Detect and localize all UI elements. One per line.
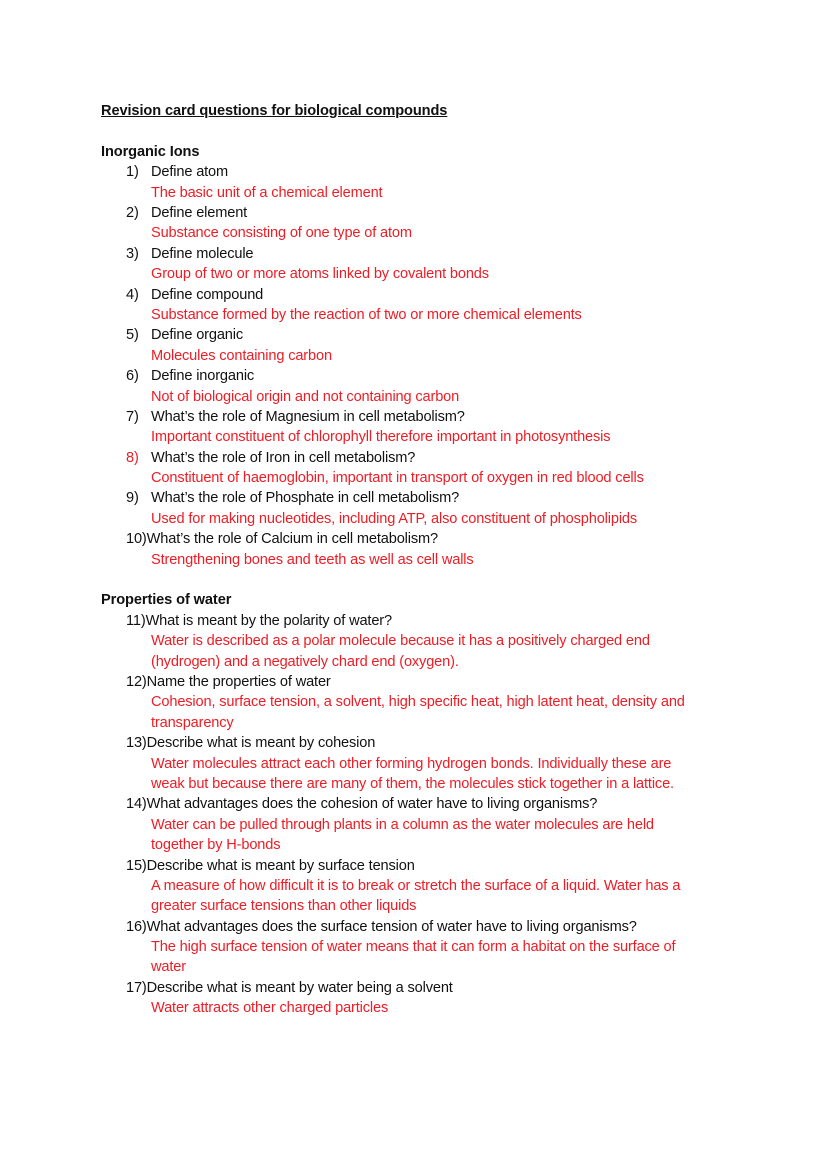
answer-text: The basic unit of a chemical element (151, 184, 383, 201)
question-item (101, 794, 741, 855)
section-heading: Properties of water (101, 592, 232, 609)
question-line (101, 244, 741, 264)
answer-text: Strengthening bones and teeth as well as cell walls (151, 551, 474, 568)
question-list (101, 162, 741, 570)
question-item (101, 325, 741, 366)
answer-text: (hydrogen) and a negatively chard end (oxygen). (151, 653, 459, 670)
answer-text: transparency (151, 714, 234, 731)
question-line (101, 325, 741, 345)
question-text: What advantages does the cohesion of water have to living organisms? (146, 796, 598, 813)
answer-text: A measure of how difficult it is to break or stretch the surface of a liquid. Water has a (151, 877, 681, 894)
document-title: Revision card questions for biological compounds (101, 103, 448, 119)
question-number: 9) (126, 490, 139, 507)
question-line (101, 448, 741, 468)
question-text: Define organic (151, 327, 244, 344)
question-number: 17) (126, 979, 147, 996)
question-line (101, 285, 741, 305)
question-line (101, 529, 741, 549)
question-text: Describe what is meant by cohesion (146, 735, 376, 752)
question-item (101, 488, 741, 529)
answer-text: Water molecules attract each other forming hydrogen bonds. Individually these are (151, 755, 672, 772)
question-number: 10) (126, 531, 147, 548)
question-number: 1) (126, 164, 139, 181)
question-text: Define element (151, 204, 248, 221)
answer-text: water (151, 959, 186, 976)
question-item (101, 611, 741, 672)
spacer (101, 570, 741, 590)
question-text: Define inorganic (151, 368, 255, 385)
question-item (101, 285, 741, 326)
question-item (101, 733, 741, 794)
question-number: 16) (126, 918, 147, 935)
question-text: What’s the role of Magnesium in cell metabolism? (151, 408, 465, 425)
question-item (101, 672, 741, 733)
question-number: 12) (126, 673, 147, 690)
answer-text: Important constituent of chlorophyll therefore important in photosynthesis (151, 429, 611, 446)
answer-text: Water is described as a polar molecule because it has a positively charged end (151, 633, 650, 650)
question-number: 11) (126, 612, 146, 629)
question-text: What’s the role of Phosphate in cell metabolism? (151, 490, 460, 507)
question-number: 7) (126, 408, 139, 425)
section-properties-of-water (101, 590, 741, 1018)
question-text: What’s the role of Calcium in cell metabolism? (146, 531, 438, 548)
answer-text: Constituent of haemoglobin, important in transport of oxygen in red blood cells (151, 470, 644, 487)
question-text: Define atom (151, 164, 229, 181)
question-text: Name the properties of water (146, 673, 331, 690)
question-text: Define molecule (151, 245, 254, 262)
question-item (101, 917, 741, 978)
question-line (101, 611, 741, 631)
answer-text: together by H-bonds (151, 837, 281, 854)
question-item (101, 978, 741, 1019)
spacer (101, 121, 741, 141)
answer-text: Group of two or more atoms linked by covalent bonds (151, 266, 489, 283)
question-line (101, 672, 741, 692)
question-number: 2) (126, 204, 139, 221)
question-line (101, 733, 741, 753)
question-line (101, 162, 741, 182)
question-item (101, 407, 741, 448)
question-item (101, 366, 741, 407)
question-text: Describe what is meant by water being a solvent (146, 979, 453, 996)
question-text: Describe what is meant by surface tension (146, 857, 415, 874)
question-line (101, 203, 741, 223)
question-line (101, 917, 741, 937)
question-number: 13) (126, 735, 147, 752)
question-number: 3) (126, 245, 139, 262)
answer-text: Not of biological origin and not containing carbon (151, 388, 460, 405)
question-text: What’s the role of Iron in cell metabolism? (151, 449, 416, 466)
answer-text: Water attracts other charged particles (151, 1000, 389, 1017)
question-text: What is meant by the polarity of water? (145, 612, 392, 629)
answer-text: Used for making nucleotides, including ATP, also constituent of phospholipids (151, 510, 638, 527)
question-item (101, 856, 741, 917)
question-text: What advantages does the surface tension of water have to living organisms? (146, 918, 637, 935)
question-line (101, 978, 741, 998)
section-heading: Inorganic Ions (101, 143, 200, 160)
document-page (101, 101, 741, 1019)
answer-text: weak but because there are many of them, the molecules stick together in a lattice. (151, 775, 674, 792)
answer-text: Water can be pulled through plants in a column as the water molecules are held (151, 816, 654, 833)
question-line (101, 407, 741, 427)
question-line (101, 794, 741, 814)
question-number: 5) (126, 327, 139, 344)
section-inorganic-ions (101, 142, 741, 570)
question-line (101, 856, 741, 876)
question-line (101, 488, 741, 508)
question-text: Define compound (151, 286, 264, 303)
question-item (101, 448, 741, 489)
question-item (101, 203, 741, 244)
question-number: 6) (126, 368, 139, 385)
answer-text: Molecules containing carbon (151, 347, 332, 364)
question-item (101, 529, 741, 570)
answer-text: Cohesion, surface tension, a solvent, high specific heat, high latent heat, density and (151, 694, 685, 711)
question-number: 14) (126, 796, 147, 813)
answer-text: The high surface tension of water means that it can form a habitat on the surface of (151, 939, 676, 956)
answer-text: Substance consisting of one type of atom (151, 225, 412, 242)
answer-text: Substance formed by the reaction of two or more chemical elements (151, 306, 582, 323)
question-number: 4) (126, 286, 139, 303)
question-number: 15) (126, 857, 147, 874)
answer-text: greater surface tensions than other liquids (151, 898, 417, 915)
question-item (101, 244, 741, 285)
question-line (101, 366, 741, 386)
question-number: 8) (126, 449, 139, 466)
question-item (101, 162, 741, 203)
question-list (101, 611, 741, 1019)
